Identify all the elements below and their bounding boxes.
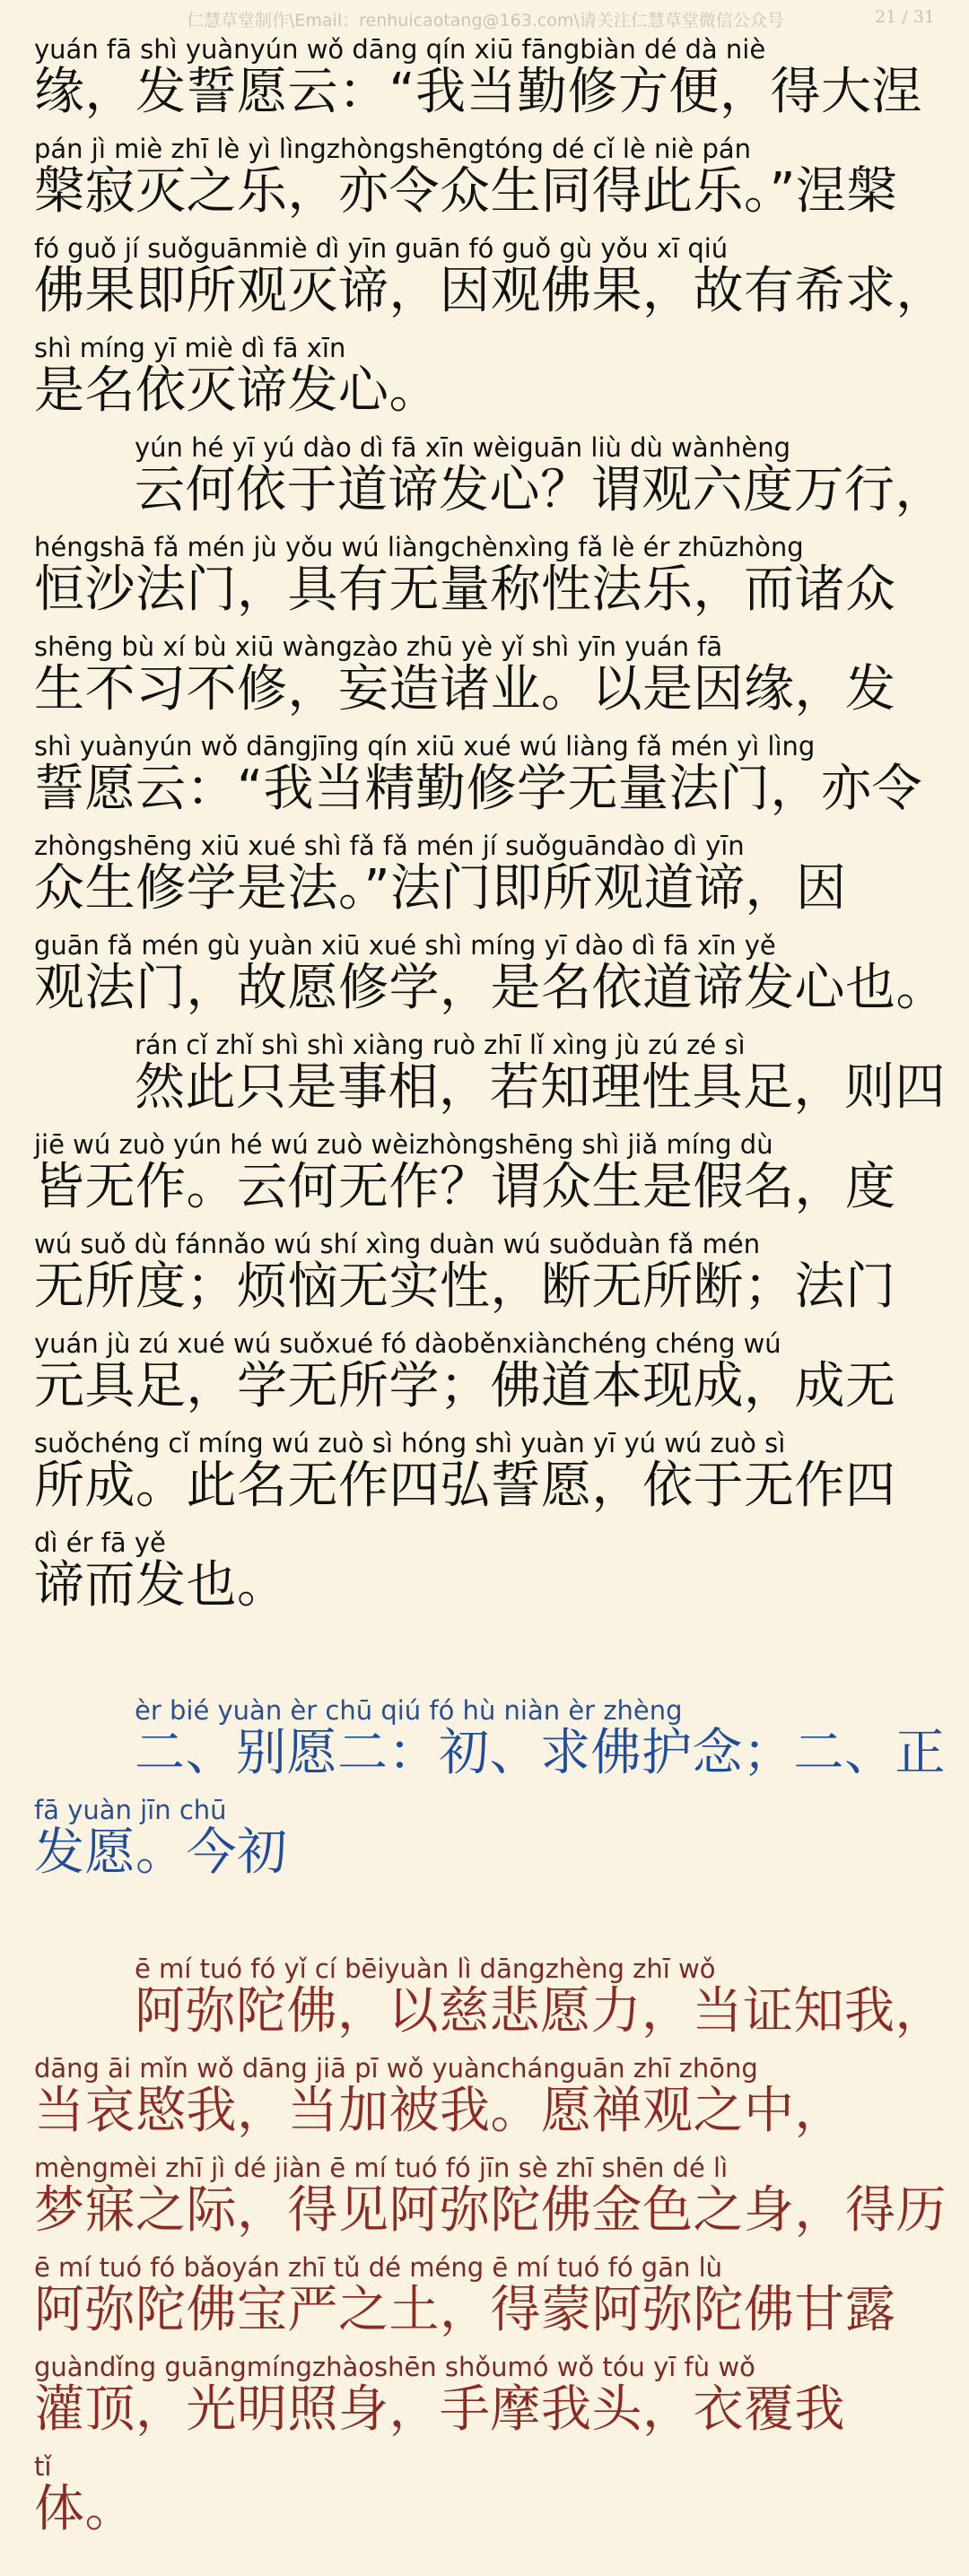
pinyin-annotation: pán jì miè zhī lè yì lìngzhòngshēngtóng dé cǐ lè niè pán bbox=[34, 134, 752, 164]
chinese-text: 梦寐之际，得见阿弥陀佛金色之身，得历 bbox=[34, 2181, 947, 2240]
chinese-text: 生不习不修，妄造诸业。以是因缘，发 bbox=[34, 660, 896, 718]
pinyin-annotation: èr bié yuàn èr chū qiú fó hù niàn èr zhèng bbox=[135, 1695, 683, 1726]
pinyin-annotation: héngshā fǎ mén jù yǒu wú liàngchènxìng fǎ lè ér zhūzhòng bbox=[34, 532, 804, 562]
text-line bbox=[34, 27, 940, 126]
chinese-text: 所成。此名无作四弘誓愿，依于无作四 bbox=[34, 1457, 896, 1515]
pinyin-annotation: rán cǐ zhǐ shì shì xiàng ruò zhī lǐ xìng jù zú zé sì bbox=[135, 1030, 746, 1060]
chinese-text: 阿弥陀佛，以慈悲愿力，当证知我， bbox=[135, 1982, 946, 2041]
chinese-text: 体。 bbox=[34, 2480, 135, 2538]
text-line bbox=[34, 226, 947, 326]
watermark-header: 仁慧草堂制作\Email：renhuicaotang@163.com\请关注仁慧草堂微信公众号 bbox=[187, 11, 784, 30]
pinyin-annotation: shì míng yī miè dì fā xīn bbox=[34, 333, 346, 363]
text-line bbox=[34, 126, 940, 226]
chinese-text: 誓愿云：“我当精勤修学无量法门，亦令 bbox=[34, 760, 923, 818]
pinyin-annotation: zhòngshēng xiū xué shì fǎ fǎ mén jí suǒguāndào dì yīn bbox=[34, 831, 745, 861]
pinyin-annotation: fó guǒ jí suǒguānmiè dì yīn guān fó guǒ gù yǒu xī qiú bbox=[34, 233, 729, 264]
text-line bbox=[34, 2046, 940, 2145]
chinese-text: 观法门，故愿修学，是名依道谛发心也。 bbox=[34, 959, 947, 1017]
pinyin-annotation: guàndǐng guāngmíngzhàoshēn shǒumó wǒ tóu yī fù wǒ bbox=[34, 2352, 755, 2382]
chinese-text: 二、别愿二：初、求佛护念；二、正 bbox=[135, 1724, 946, 1782]
pinyin-annotation: suǒchéng cǐ míng wú zuò sì hóng shì yuàn yī yú wú zuò sì bbox=[34, 1428, 786, 1458]
chinese-text: 无所度；烦恼无实性，断无所断；法门 bbox=[34, 1258, 896, 1316]
chinese-text: 是名依灭谛发心。 bbox=[34, 361, 440, 420]
text-line bbox=[34, 823, 940, 923]
pinyin-annotation: wú suǒ dù fánnǎo wú shí xìng duàn wú suǒduàn fǎ mén bbox=[34, 1229, 761, 1259]
chinese-text: 谛而发也。 bbox=[34, 1556, 288, 1614]
text-line bbox=[34, 1688, 946, 1788]
text-line bbox=[34, 1520, 940, 1620]
chinese-text: 缘，发誓愿云：“我当勤修方便，得大涅 bbox=[34, 63, 923, 121]
text-line bbox=[34, 1321, 940, 1421]
chinese-text: 云何依于道谛发心？谓观六度万行， bbox=[135, 461, 946, 519]
chinese-text: 发愿。今初 bbox=[34, 1823, 288, 1882]
chinese-text: 佛果即所观灭谛，因观佛果，故有希求， bbox=[34, 262, 947, 320]
chinese-text: 然此只是事相，若知理性具足，则四 bbox=[135, 1058, 946, 1117]
chinese-text: 灌顶，光明照身，手摩我头，衣覆我 bbox=[34, 2380, 845, 2439]
pinyin-annotation: yuán jù zú xué wú suǒxué fó dàoběnxiànchéng chéng wú bbox=[34, 1328, 781, 1359]
text-line bbox=[34, 326, 940, 425]
text-line bbox=[34, 724, 940, 823]
text-line bbox=[34, 525, 940, 624]
chinese-text: 皆无作。云何无作？谓众生是假名，度 bbox=[34, 1158, 896, 1216]
text-line bbox=[34, 1421, 940, 1520]
pinyin-annotation: jiē wú zuò yún hé wú zuò wèizhòngshēng shì jiǎ míng dù bbox=[34, 1129, 773, 1160]
chinese-text: 当哀愍我，当加被我。愿禅观之中， bbox=[34, 2082, 845, 2140]
text-line bbox=[34, 1122, 940, 1222]
chinese-text: 众生修学是法。”法门即所观道谛，因 bbox=[34, 859, 847, 918]
text-line bbox=[34, 2245, 940, 2345]
chinese-text: 阿弥陀佛宝严之土，得蒙阿弥陀佛甘露 bbox=[34, 2281, 896, 2339]
pinyin-annotation: shēng bù xí bù xiū wàngzào zhū yè yǐ shì yīn yuán fā bbox=[34, 631, 723, 662]
pinyin-annotation: dì ér fā yě bbox=[34, 1527, 166, 1558]
pinyin-annotation: shì yuànyún wǒ dāngjīng qín xiū xué wú liàng fǎ mén yì lìng bbox=[34, 731, 816, 761]
text-line bbox=[34, 425, 946, 525]
text-line bbox=[34, 2345, 940, 2444]
text-line bbox=[34, 1946, 946, 2046]
pinyin-annotation: mèngmèi zhī jì dé jiàn ē mí tuó fó jīn sè zhī shēn dé lì bbox=[34, 2153, 729, 2183]
text-line bbox=[34, 1222, 940, 1321]
pinyin-annotation: fā yuàn jīn chū bbox=[34, 1795, 227, 1825]
chinese-text: 恒沙法门，具有无量称性法乐，而诸众 bbox=[34, 561, 896, 619]
page-number: 21 / 31 bbox=[875, 7, 935, 27]
pinyin-annotation: ē mí tuó fó yǐ cí bēiyuàn lì dāngzhèng zhī wǒ bbox=[135, 1954, 716, 1984]
pinyin-annotation: yuán fā shì yuànyún wǒ dāng qín xiū fāngbiàn dé dà niè bbox=[34, 34, 766, 65]
pinyin-annotation: tǐ bbox=[34, 2451, 52, 2482]
prayer-paragraph bbox=[34, 1946, 947, 2544]
text-line bbox=[34, 923, 947, 1023]
text-line bbox=[34, 1023, 946, 1122]
section-heading bbox=[34, 1688, 946, 1887]
text-line bbox=[34, 624, 940, 724]
pinyin-annotation: ē mí tuó fó bǎoyán zhī tǔ dé méng ē mí tuó fó gān lù bbox=[34, 2252, 723, 2283]
pinyin-annotation: guān fǎ mén gù yuàn xiū xué shì míng yī dào dì fā xīn yě bbox=[34, 930, 776, 961]
text-line bbox=[34, 1788, 940, 1887]
text-line bbox=[34, 2145, 947, 2245]
body-paragraph bbox=[34, 27, 947, 1620]
pinyin-annotation: yún hé yī yú dào dì fā xīn wèiguān liù dù wànhèng bbox=[135, 432, 790, 463]
pinyin-annotation: dāng āi mǐn wǒ dāng jiā pī wǒ yuànchánguān zhī zhōng bbox=[34, 2053, 758, 2084]
chinese-text: 槃寂灭之乐，亦令众生同得此乐。”涅槃 bbox=[34, 162, 898, 221]
chinese-text: 元具足，学无所学；佛道本现成，成无 bbox=[34, 1357, 896, 1415]
text-line bbox=[34, 2444, 940, 2544]
